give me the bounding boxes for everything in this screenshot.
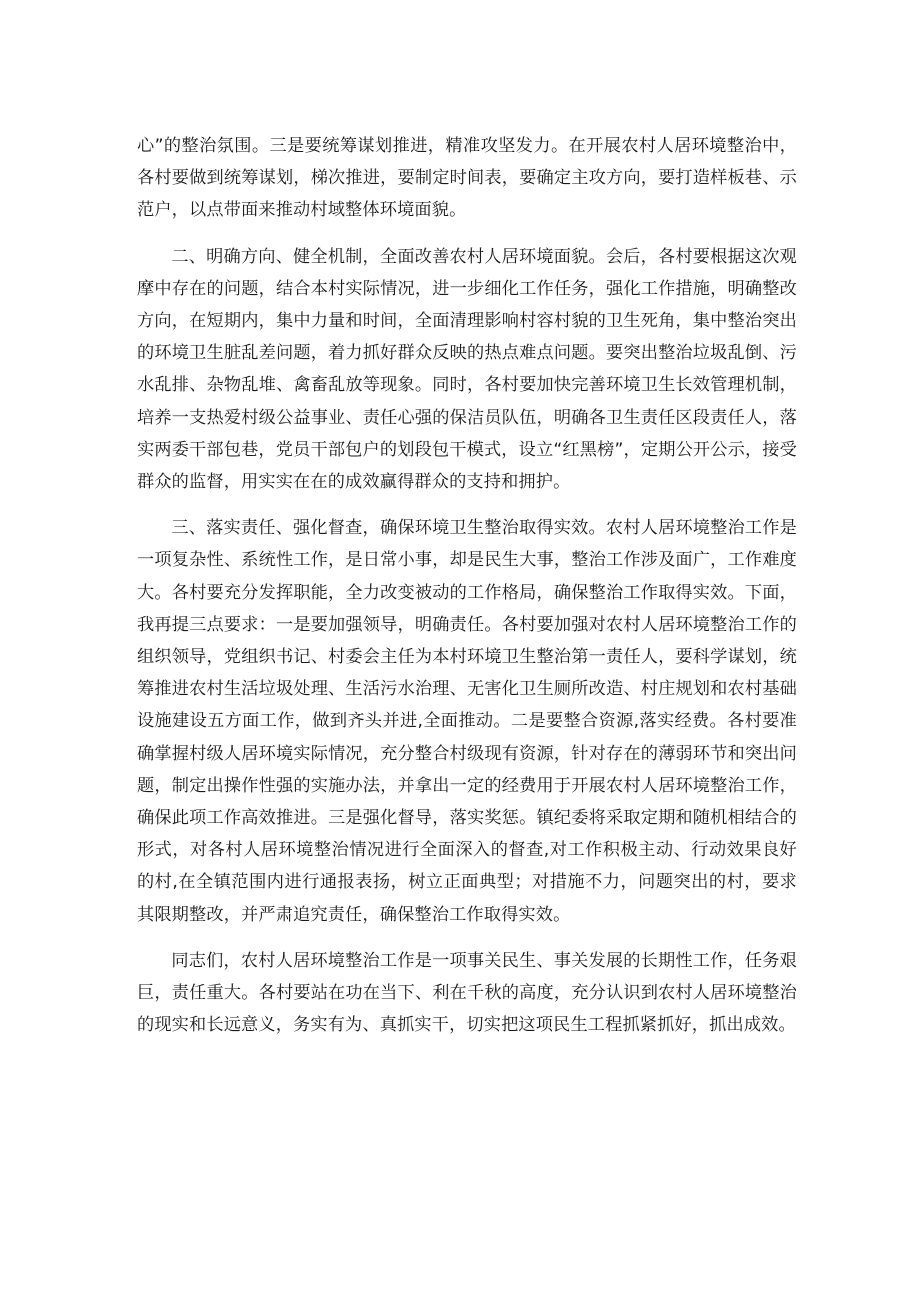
paragraph-continuation: 心”的整治氛围。三是要统筹谋划推进，精准攻坚发力。在开展农村人居环境整治中，各村要做到统筹谋划，梯次推进，要制定时间表，要确定主攻方向，要打造样板巷、示范户，以点带面来推动村域整体环境面貌。 (137, 136, 797, 221)
paragraph-gap (137, 498, 797, 512)
paragraph-gap (137, 931, 797, 945)
paragraph-closing: 同志们，农村人居环境整治工作是一项事关民生、事关发展的长期性工作，任务艰巨，责任重大。各村要站在功在当下、利在千秋的高度，充分认识到农村人居环境整治的现实和长远意义，务实有为、真抓实干，切实把这项民生工程抓紧抓好，抓出成效。 (137, 950, 797, 1036)
paragraph-section-three: 三、落实责任、强化督查，确保环境卫生整治取得实效。农村人居环境整治工作是一项复杂性、系统性工作，是日常小事，却是民生大事，整治工作涉及面广，工作难度大。各村要充分发挥职能，全力改变被动的工作格局，确保整治工作取得实效。下面，我再提三点要求：一是要加强领导，明确责任。各村要加强对农村人居环境整治工作的组织领导，党组织书记、村委会主任为本村环境卫生整治第一责任人，要科学谋划，统筹推进农村生活垃圾处理、生活污水治理、无害化卫生厕所改造、村庄规划和农村基础设施建设五方面工作，做到齐头并进,全面推动。二是要整合资源,落实经费。各村要准确掌握村级人居环境实际情况，充分整合村级现有资源，针对存在的薄弱环节和突出问题，制定出操作性强的实施办法，并拿出一定的经费用于开展农村人居环境整治工作，确保此项工作高效推进。三是强化督导，落实奖惩。镇纪委将采取定期和随机相结合的形式，对各村人居环境整治情况进行全面深入的督查,对工作积极主动、行动效果良好的村,在全镇范围内进行通报表扬，树立正面典型；对措施不力，问题突出的村，要求其限期整改，并严肃追究责任，确保整治工作取得实效。 (137, 518, 797, 925)
document-body (137, 130, 797, 1041)
paragraph-section-two: 二、明确方向、健全机制，全面改善农村人居环境面貌。会后，各村要根据这次观摩中存在的问题，结合本村实际情况，进一步细化工作任务，强化工作措施，明确整改方向，在短期内，集中力量和时间，全面清理影响村容村貌的卫生死角，集中整治突出的环境卫生脏乱差问题，着力抓好群众反映的热点难点问题。要突出整治垃圾乱倒、污水乱排、杂物乱堆、禽畜乱放等现象。同时，各村要加快完善环境卫生长效管理机制，培养一支热爱村级公益事业、责任心强的保洁员队伍，明确各卫生责任区段责任人，落实两委干部包巷，党员干部包户的划段包干模式，设立“红黑榜”，定期公开公示，接受群众的监督，用实实在在的成效赢得群众的支持和拥护。 (137, 246, 797, 493)
paragraph-gap (137, 227, 797, 241)
